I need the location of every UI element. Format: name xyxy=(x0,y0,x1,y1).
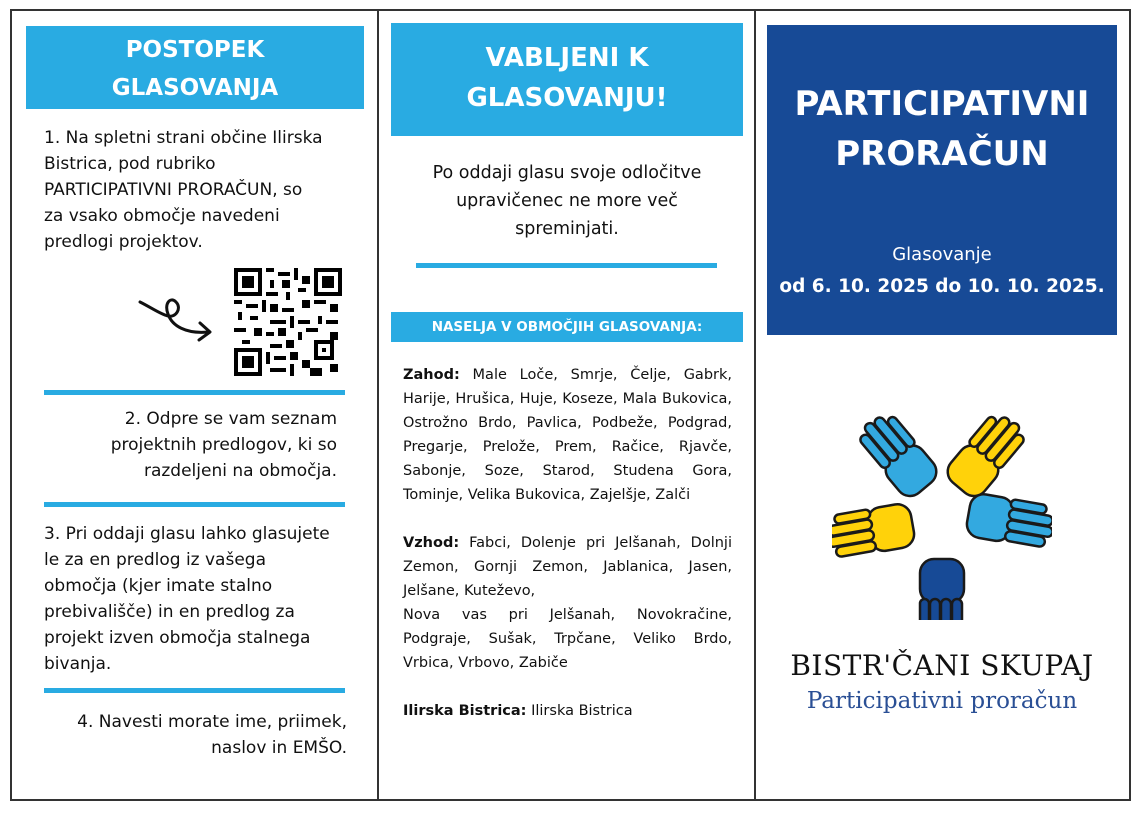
ilirska-bistrica-area: Ilirska Bistrica: Ilirska Bistrica xyxy=(403,703,633,719)
divider-rule xyxy=(44,688,345,693)
voting-dates: od 6. 10. 2025 do 10. 10. 2025. xyxy=(779,276,1105,297)
divider-rule xyxy=(44,502,345,507)
title-box xyxy=(767,25,1117,335)
areas-heading: NASELJA V OBMOČJIH GLASOVANJA: xyxy=(391,312,743,342)
panel-divider-1 xyxy=(377,9,379,801)
vzhod-area: Vzhod: Fabci, Dolenje pri Jelšanah, Dolnji Zemon, Gornji Zemon, Jablanica, Jasen, Jelšane, Kuteževo, xyxy=(403,535,732,599)
divider-rule xyxy=(416,263,717,268)
voting-procedure-heading: POSTOPEK GLASOVANJA xyxy=(26,26,364,109)
step-4-text: 4. Navesti morate ime, priimek, naslov in EMŠO. xyxy=(77,712,347,758)
irrevocable-vote-notice: Po oddaji glasu svoje odločitve upravičenec ne more več spreminjati. xyxy=(432,163,702,239)
step-1-text: 1. Na spletni strani občine Ilirska Bistrica, pod rubriko PARTICIPATIVNI PRORAČUN, so za vsako območje navedeni predlogi projektov. xyxy=(44,128,323,252)
arrow-icon xyxy=(138,290,220,350)
main-title: PARTICIPATIVNI PRORAČUN xyxy=(794,84,1090,174)
divider-rule xyxy=(44,390,345,395)
step-3-text: 3. Pri oddaji glasu lahko glasujete le za en predlog iz vašega območja (kjer imate stalno prebivališče) in en predlog za projekt izven območja stalnega bivanja. xyxy=(44,524,330,674)
logo-subtitle: Participativni proračun xyxy=(806,688,1078,714)
vzhod-area-cont: Nova vas pri Jelšanah, Novokračine, Podgraje, Sušak, Trpčane, Veliko Brdo, Vrbica, Vrbovo, Zabiče xyxy=(403,607,732,671)
qr-code-icon[interactable] xyxy=(234,268,342,376)
voting-label: Glasovanje xyxy=(892,244,992,265)
panel-divider-2 xyxy=(754,9,756,801)
logo-title: BISTR'ČANI SKUPAJ xyxy=(790,649,1094,682)
hands-logo-icon xyxy=(832,415,1052,620)
step-2-text: 2. Odpre se vam seznam projektnih predlogov, ki so razdeljeni na območja. xyxy=(110,409,337,481)
voting-areas-list xyxy=(403,363,732,723)
invitation-heading: VABLJENI K GLASOVANJU! xyxy=(391,23,743,136)
zahod-area: Zahod: Male Loče, Smrje, Čelje, Gabrk, Harije, Hrušica, Huje, Koseze, Mala Bukovica, Ostrožno Brdo, Pavlica, Podbeže, Podgrad, Pregarje, Prelože, Prem, Račice, Rjavče, Sabonje, Soze, Starod, Studena Gora, Tominje, Velika Bukovica, Zajelšje, Zalči xyxy=(403,367,732,503)
